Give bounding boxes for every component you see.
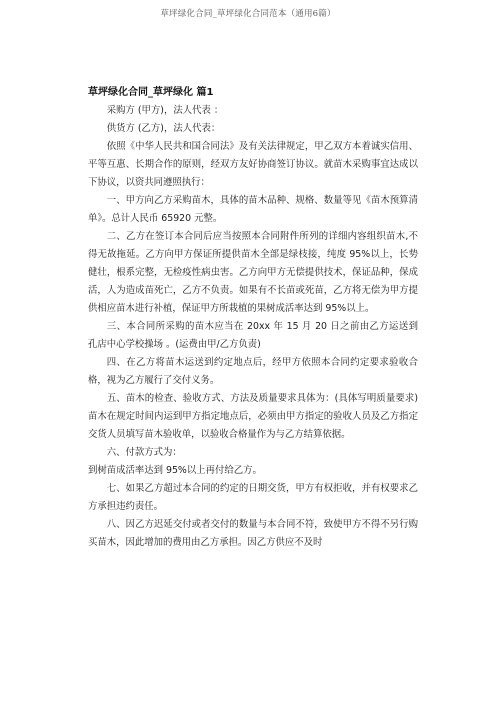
document-body — [88, 84, 418, 552]
paragraph-clause-6: 六、付款方式为： — [106, 447, 182, 458]
page-header: 草坪绿化合同_草坪绿化合同范本（通用6篇） — [160, 9, 336, 19]
paragraph-clause-7: 七、如果乙方超过本合同的约定的日期交货，甲方有权拒收，并有权要求乙方承担违约责任。 — [88, 483, 418, 512]
paragraph-clause-5: 五、苗木的检查、验收方式、方法及质量要求具体为：(具体写明质量要求)苗木在规定时间内运到甲方指定地点后，必须由甲方指定的验收人员及乙方指定交货人员填写苗木验收单，以验收合格量作为与乙方结算依据。 — [88, 393, 418, 440]
paragraph-payment-detail: 到树苗成活率达到 95%以上再付给乙方。 — [88, 465, 262, 476]
paragraph-preamble: 依照《中华人民共和国合同法》及有关法律规定，甲乙双方本着诚实信用、平等互惠、长期合作的原则，经双方友好协商签订协议。就苗木采购事宜达成以下协议，以资共同遵照执行： — [88, 141, 418, 188]
paragraph-clause-8: 八、因乙方迟延交付或者交付的数量与本合同不符，致使甲方不得不另行购买苗木，因此增加的费用由乙方承担。因乙方供应不及时 — [88, 519, 418, 548]
paragraph-buyer: 采购方 (甲方)，法人代表 ： — [106, 105, 224, 116]
paragraph-clause-3: 三、本合同所采购的苗木应当在 20xx 年 15 月 20 日之前由乙方运送到 孔店中心学校操场 。(运费由甲/乙方负责) — [88, 321, 418, 350]
paragraph-clause-2: 二、乙方在签订本合同后应当按照本合同附件所列的详细内容组织苗木,不得无故拖延。乙方向甲方保证所提供苗木全部是绿枝接，纯度 95%以上，长势健壮，根系完整，无检疫性病虫害。乙方向甲方无偿提供技术，保证品种，保成活，人为造成苗死亡，乙方不负责。如果有不长苗或死苗，乙方将无偿为甲方提供相应苗木进行补植，保证甲方所栽植的果树成活率达到 95%以上。 — [88, 231, 418, 314]
section-title: 草坪绿化合同_草坪绿化 篇1 — [88, 87, 214, 98]
paragraph-supplier: 供货方 (乙方)，法人代表： — [106, 123, 221, 134]
paragraph-clause-4: 四、在乙方将苗木运送到约定地点后，经甲方依照本合同约定要求验收合格，视为乙方履行了交付义务。 — [88, 357, 418, 386]
paragraph-clause-1: 一、甲方向乙方采购苗木，具体的苗木品种、规格、数量等见《苗木预算清单》。总计人民币 65920 元整。 — [88, 195, 418, 224]
